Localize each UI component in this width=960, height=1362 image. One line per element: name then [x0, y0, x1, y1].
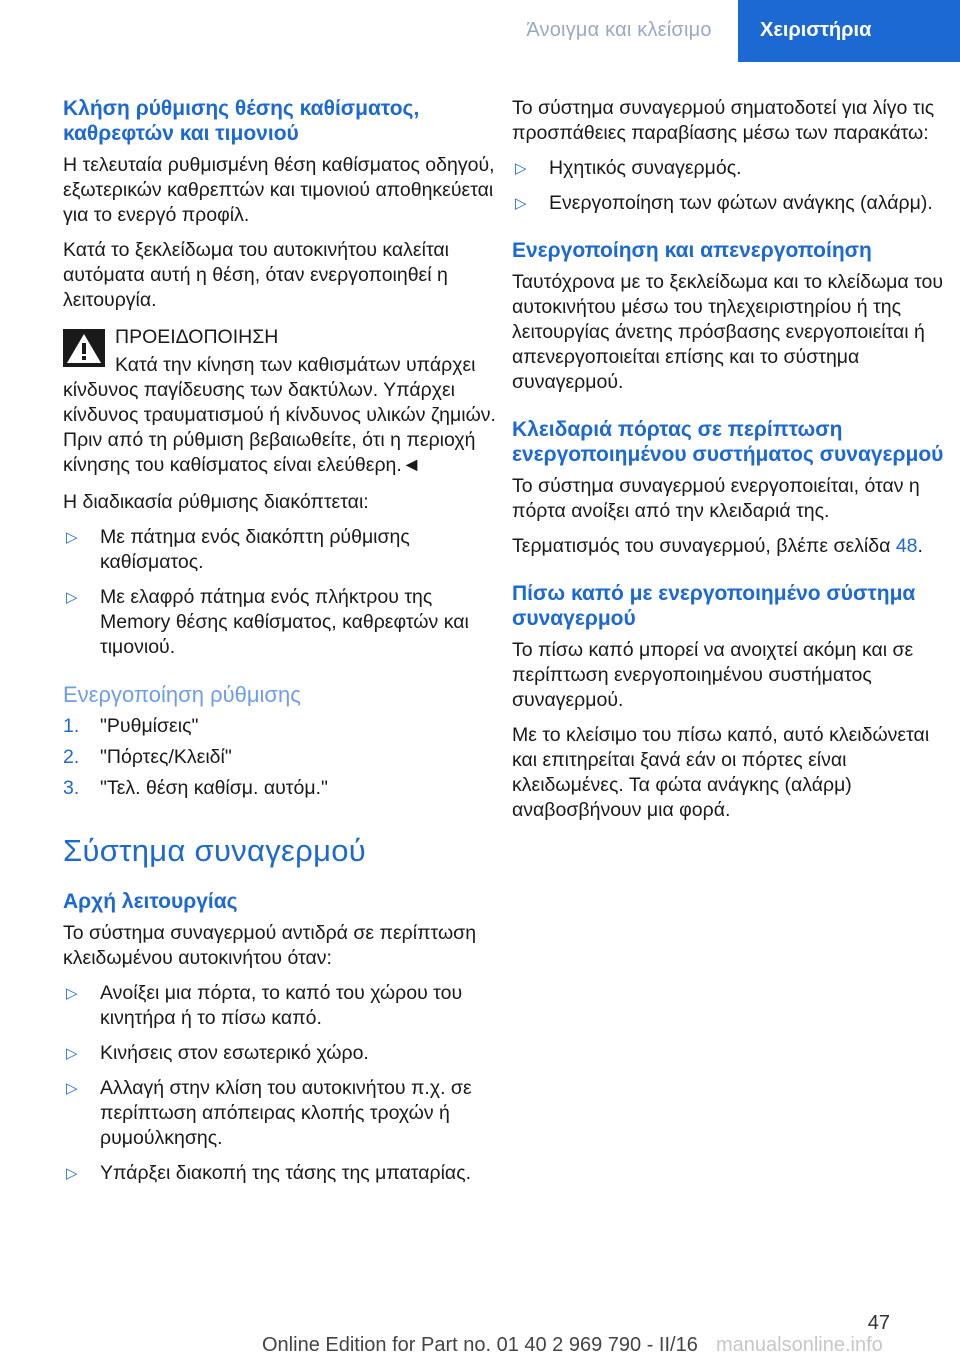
heading-activation: Ενεργοποίηση και απενεργοποίηση	[512, 239, 872, 262]
warning-box	[63, 325, 503, 478]
paragraph: Το πίσω καπό μπορεί να ανοιχτεί ακόμη και σε περίπτωση ενεργοποιημένου συστήματος συναγερμού.	[512, 639, 914, 711]
step-text: "Τελ. θέση καθίσμ. αυτόμ."	[100, 777, 328, 799]
list-item: ▷ Με πάτημα ενός διακόπτη ρύθμισης καθίσματος.	[63, 525, 503, 575]
warning-title: ΠΡΟΕΙΔΟΠΟΙΗΣΗ	[115, 326, 279, 348]
paragraph: Με το κλείσιμο του πίσω καπό, αυτό κλειδώνεται και επιτηρείται ξανά εάν οι πόρτες είναι κλειδωμένες. Τα φώτα ανάγκης (αλάρμ) αναβοσβήνουν μια φορά.	[512, 724, 930, 821]
paragraph: Κατά το ξεκλείδωμα του αυτοκινήτου καλείται αυτόματα αυτή η θέση, όταν ενεργοποιηθεί η λειτουργία.	[63, 239, 449, 311]
page-footer	[0, 1312, 960, 1356]
text: .	[917, 535, 923, 557]
heading-door-lock: Κλειδαριά πόρτας σε περίπτωση ενεργοποιημένου συστήματος συναγερμού	[512, 418, 944, 466]
list-item: ▷ Ενεργοποίηση των φώτων ανάγκης (αλάρμ).	[512, 191, 952, 216]
paragraph: Το σύστημα συναγερμού σηματοδοτεί για λίγο τις προσπάθειες παραβίασης μέσω των παρακάτω:	[512, 97, 935, 144]
heading-activate-setting: Ενεργοποίηση ρύθμισης	[63, 682, 301, 707]
step-number: 2.	[63, 746, 80, 768]
page-link[interactable]: 48	[895, 535, 918, 557]
list-item: ▷ Υπάρξει διακοπή της τάσης της μπαταρίας.	[63, 1161, 503, 1186]
warning-triangle-icon	[63, 329, 105, 367]
paragraph: Το σύστημα συναγερμού ενεργοποιείται, όταν η πόρτα ανοίξει από την κλειδαριά της.	[512, 475, 920, 522]
right-column	[512, 96, 952, 833]
page-number: 47	[867, 1312, 890, 1334]
paragraph: Το σύστημα συναγερμού αντιδρά σε περίπτωση κλειδωμένου αυτοκινήτου όταν:	[63, 922, 477, 969]
heading-recall-seat-position: Κλήση ρύθμισης θέσης καθίσματος, καθρεφτών και τιμονιού	[63, 97, 420, 145]
steps-list	[63, 714, 503, 801]
edition-text: Online Edition for Part no. 01 40 2 969 790 - II/16	[262, 1334, 698, 1356]
heading-trunk: Πίσω καπό με ενεργοποιημένο σύστημα συναγερμού	[512, 582, 916, 630]
heading-alarm-system: Σύστημα συναγερμού	[63, 833, 367, 868]
interrupt-list	[63, 525, 503, 660]
step-item	[63, 776, 503, 801]
step-text: "Πόρτες/Κλειδί"	[100, 746, 232, 768]
text: Τερματισμός του συναγερμού, βλέπε σελίδα	[512, 535, 896, 557]
step-item	[63, 745, 503, 770]
principle-list	[63, 981, 503, 1186]
step-number: 3.	[63, 777, 80, 799]
list-item: ▷ Ανοίξει μια πόρτα, το καπό του χώρου του κινητήρα ή το πίσω καπό.	[63, 981, 503, 1031]
paragraph: Η τελευταία ρυθμισμένη θέση καθίσματος οδηγού, εξωτερικών καθρεπτών και τιμονιού αποθηκεύεται για το ενεργό προφίλ.	[63, 154, 495, 226]
list-item: ▷ Κινήσεις στον εσωτερικό χώρο.	[63, 1041, 503, 1066]
paragraph: Ταυτόχρονα με το ξεκλείδωμα και το κλείδωμα του αυτοκινήτου μέσω του τηλεχειριστηρίου ή της λειτουργίας άνετης πρόσβασης ενεργοποιείται ή απενεργοποιείται επίσης και το σύστημα συναγερμού.	[512, 271, 944, 393]
step-number: 1.	[63, 715, 80, 737]
warning-text: Κατά την κίνηση των καθισμάτων υπάρχει κίνδυνος παγίδευσης των δακτύλων. Υπάρχει κίνδυνος τραυματισμού ή κίνδυνος υλικών ζημιών. Πριν από τη ρύθμιση βεβαιωθείτε, ότι η περιοχή κίνησης του καθίσματος είναι ελεύθερη.◄	[63, 354, 496, 476]
step-text: "Ρυθμίσεις"	[100, 715, 199, 737]
paragraph	[512, 534, 952, 559]
section-title: Άνοιγμα και κλείσιμο	[526, 19, 712, 41]
heading-principle: Αρχή λειτουργίας	[63, 890, 238, 913]
signal-list	[512, 156, 952, 216]
list-item: ▷ Με ελαφρό πάτημα ενός πλήκτρου της Memory θέσης καθίσματος, καθρεφτών και τιμονιού.	[63, 585, 503, 660]
list-item: ▷ Αλλαγή στην κλίση του αυτοκινήτου π.χ. σε περίπτωση απόπειρας κλοπής τροχών ή ρυμούλκησης.	[63, 1076, 503, 1151]
watermark-text: manualsonline.info	[716, 1334, 883, 1356]
chapter-tab: Χειριστήρια	[738, 0, 960, 62]
left-column	[63, 96, 503, 1196]
page-header	[0, 0, 960, 62]
step-item	[63, 714, 503, 739]
paragraph: Η διαδικασία ρύθμισης διακόπτεται:	[63, 491, 369, 513]
list-item: ▷ Ηχητικός συναγερμός.	[512, 156, 952, 181]
